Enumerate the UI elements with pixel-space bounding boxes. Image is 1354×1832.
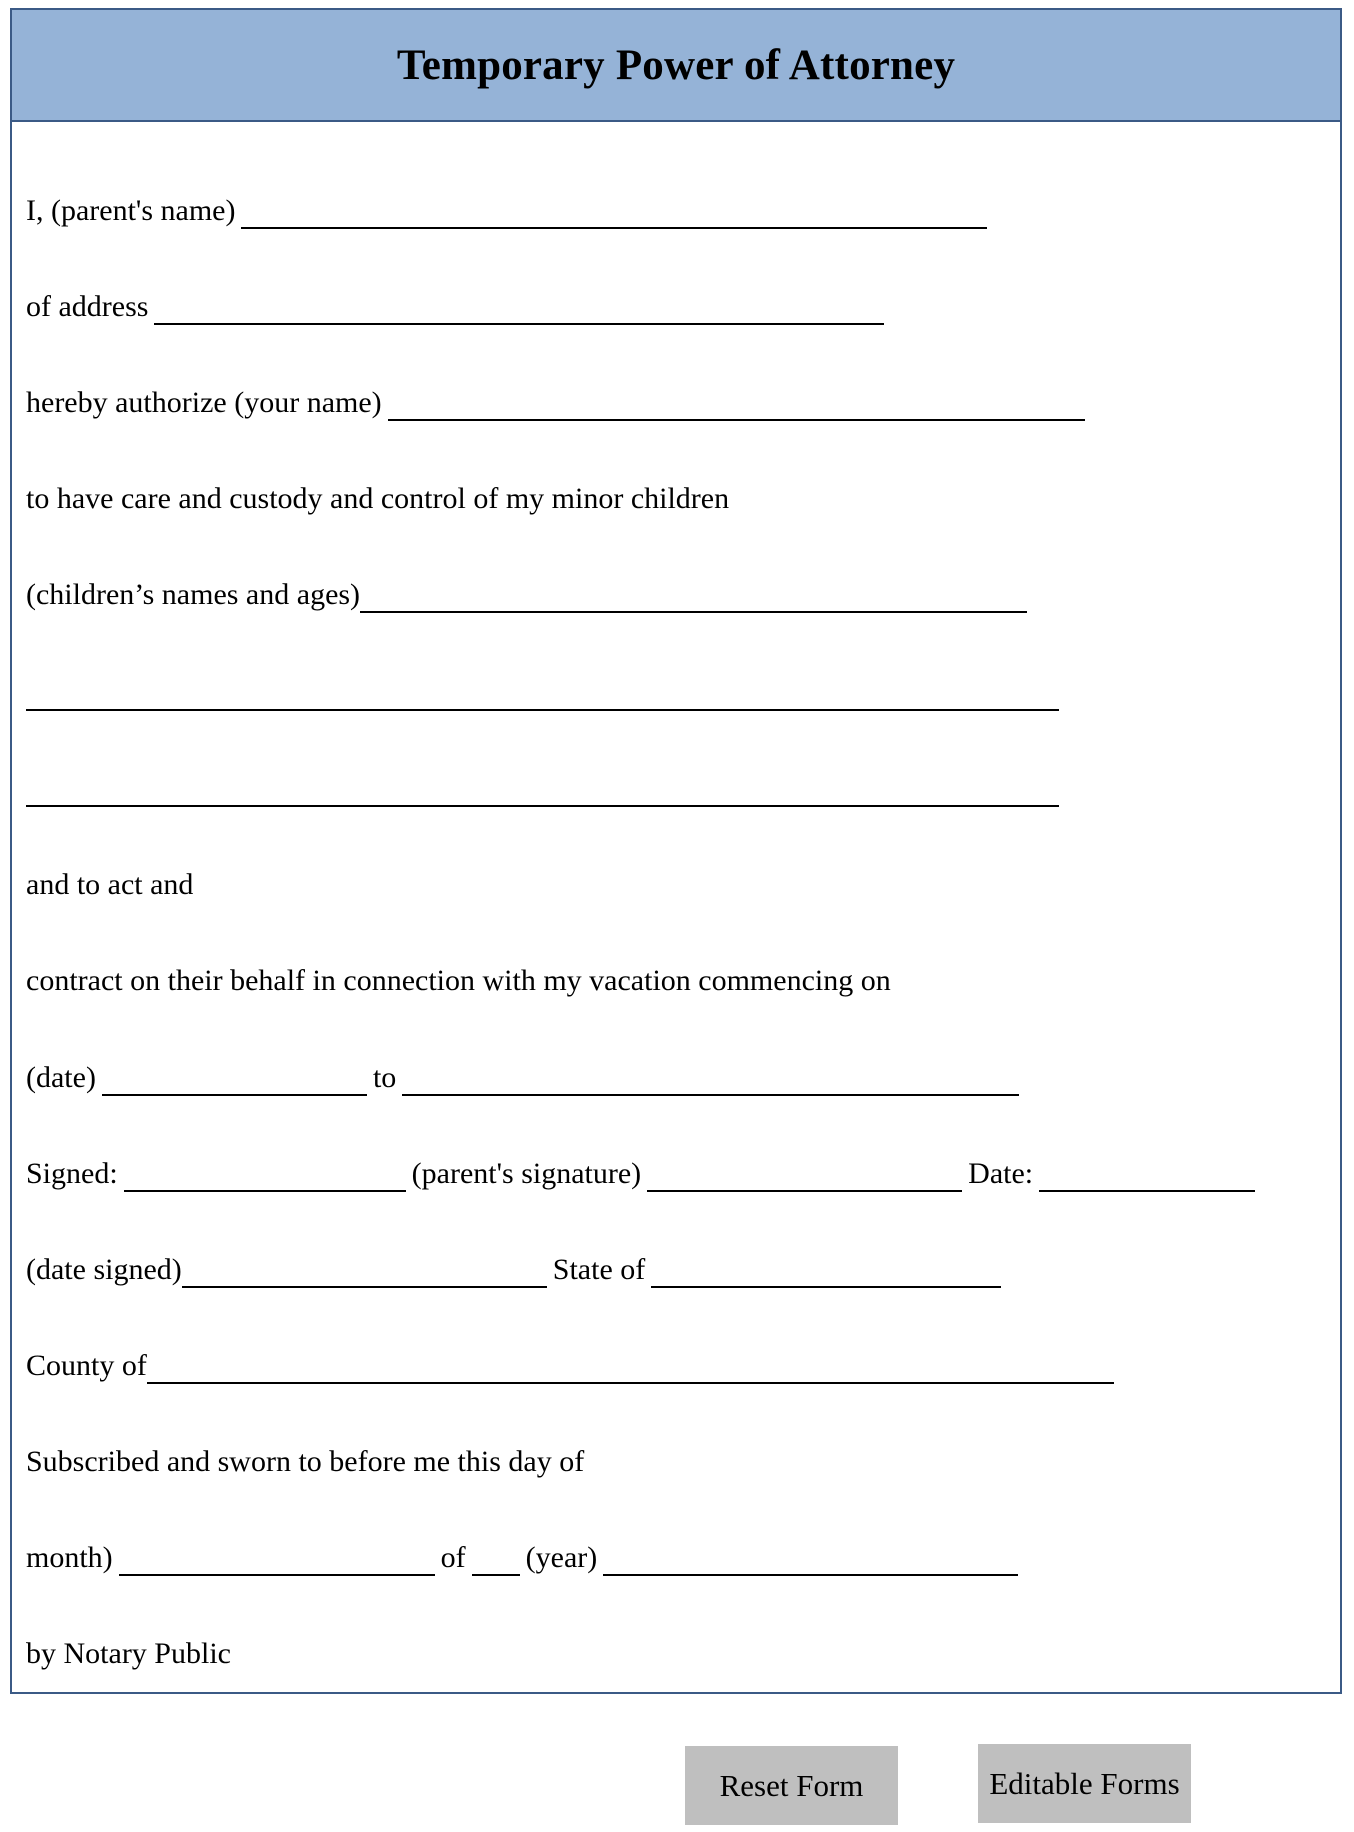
county-row [26,1348,1120,1384]
end-date-field[interactable] [402,1068,1019,1096]
month-year-row [26,1540,1024,1576]
year-label: (year) [525,1541,598,1574]
year-field[interactable] [603,1548,1018,1576]
date-signed-row [26,1252,1007,1288]
county-field[interactable] [147,1356,1114,1384]
day-field[interactable] [472,1548,520,1576]
custody-row [26,481,729,517]
month-field[interactable] [119,1548,435,1576]
children-extra-field-2[interactable] [26,779,1059,807]
title-bar [12,10,1340,122]
of-label: of [440,1541,466,1574]
month-label: month) [26,1541,113,1574]
contract-text: contract on their behalf in connection with my vacation commencing on [26,964,891,997]
parent-signature-label: (parent's signature) [411,1157,642,1190]
act-text: and to act and [26,868,194,901]
editable-forms-button[interactable]: Editable Forms [978,1744,1191,1823]
children-label: (children’s names and ages) [26,578,361,611]
children-extra-row-1 [26,683,1065,711]
signed-label: Signed: [26,1157,118,1190]
authorize-label: hereby authorize (your name) [26,386,382,419]
children-field[interactable] [360,585,1027,613]
signed-field[interactable] [124,1164,406,1192]
signature-row [26,1156,1261,1192]
start-date-field[interactable] [102,1068,367,1096]
county-label: County of [26,1349,147,1382]
subscribed-text: Subscribed and sworn to before me this day of [26,1445,585,1478]
address-field[interactable] [154,297,884,325]
act-row [26,867,193,903]
parent-name-label: I, (parent's name) [26,194,236,227]
authorize-row [26,385,1091,421]
contract-row [26,963,891,999]
to-label: to [372,1061,397,1094]
state-label: State of [552,1253,646,1286]
state-field[interactable] [651,1260,1001,1288]
date-signed-label: (date signed) [26,1253,182,1286]
subscribed-row [26,1444,584,1480]
date-label: (date) [26,1061,96,1094]
signature-date-field[interactable] [1039,1164,1255,1192]
reset-form-button[interactable]: Reset Form [685,1746,898,1825]
your-name-field[interactable] [388,393,1085,421]
children-extra-row-2 [26,779,1065,807]
date-range-row [26,1060,1025,1096]
notary-text: by Notary Public [26,1637,231,1670]
parent-name-row [26,193,993,229]
date-signed-field[interactable] [182,1260,547,1288]
custody-text: to have care and custody and control of my minor children [26,482,730,515]
address-row [26,289,890,325]
notary-row [26,1636,231,1672]
parent-signature-field[interactable] [647,1164,962,1192]
children-extra-field-1[interactable] [26,683,1059,711]
date-colon-label: Date: [968,1157,1034,1190]
address-label: of address [26,290,149,323]
children-row [26,577,1033,613]
form-frame [10,8,1342,1694]
parent-name-field[interactable] [241,201,987,229]
page-title: Temporary Power of Attorney [396,41,956,89]
